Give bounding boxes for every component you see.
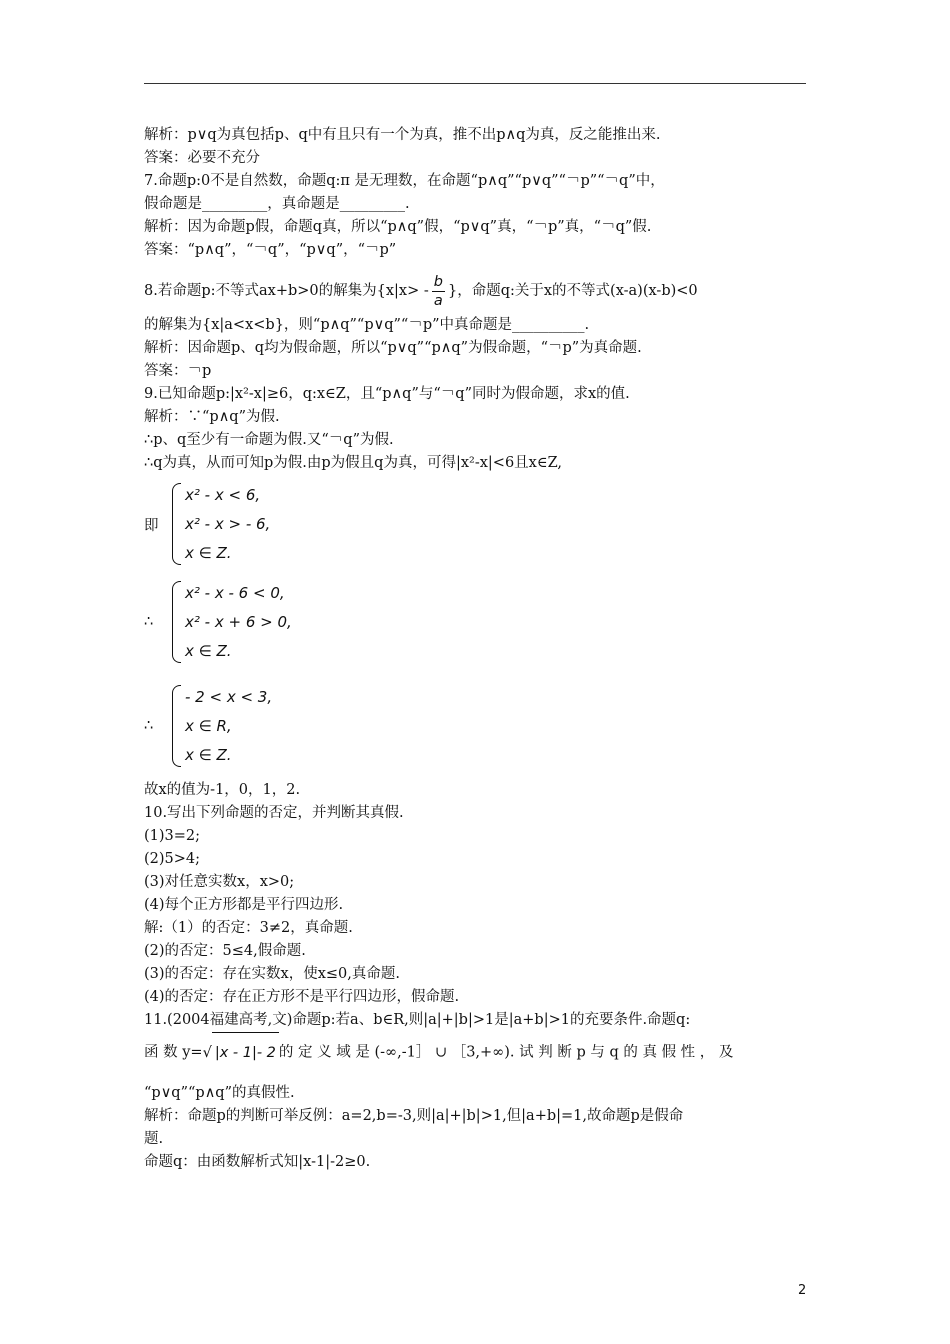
- system-row: x ∈ Z.: [185, 641, 232, 660]
- fraction-denominator: a: [433, 292, 443, 309]
- text-line: “p∨q”“p∧q”的真假性.: [144, 1085, 295, 1101]
- text-line: (2)的否定：5≤4,假命题.: [144, 943, 306, 959]
- q8-post: }，命题q:关于x的不等式(x-a)(x-b)<0: [447, 283, 698, 299]
- system-row: - 2 < x < 3,: [185, 687, 273, 706]
- text-line: 答案：必要不充分: [144, 150, 260, 166]
- q11-post: 的 定 义 域 是 (-∞,-1］ ∪ ［3,+∞). 试 判 断 p 与 q 的 真 假 性 ， 及: [278, 1044, 734, 1061]
- text-line: (3)的否定：存在实数x，使x≤0,真命题.: [144, 966, 400, 982]
- text-line: (2)5>4;: [144, 851, 201, 867]
- fraction-numerator: b: [433, 273, 443, 290]
- text-line: (4)的否定：存在正方形不是平行四边形，假命题.: [144, 989, 460, 1005]
- text-line: 答案：“p∧q”，“￢q”，“p∨q”，“￢p”: [144, 242, 397, 258]
- text-line: 假命题是_________，真命题是_________.: [144, 196, 410, 212]
- system-row: x² - x > - 6,: [185, 514, 271, 533]
- header-rule: [144, 83, 806, 84]
- text-line: 11.(2004福建高考,文)命题p:若a、b∈R,则|a|+|b|>1是|a+b|>1的充要条件.命题q:: [144, 1012, 691, 1028]
- text-line: 10.写出下列命题的否定，并判断其真假.: [144, 805, 404, 821]
- text-line: (1)3=2;: [144, 828, 201, 844]
- system-prefix: ∴: [144, 614, 154, 630]
- equation-system-1: [144, 477, 808, 571]
- text-line: 7.命题p:0不是自然数，命题q:π 是无理数，在命题“p∧q”“p∨q”“￢p”“￢q”中，: [144, 173, 665, 189]
- equation-system-3: [144, 679, 808, 773]
- system-row: x² - x < 6,: [185, 485, 261, 504]
- document-body: [144, 124, 808, 1174]
- system-row: x² - x + 6 > 0,: [185, 612, 292, 631]
- question-8-line: [144, 268, 808, 314]
- text-line: 题.: [144, 1131, 164, 1147]
- page-number: 2: [798, 1283, 807, 1298]
- left-brace: [172, 685, 181, 767]
- text-line: 故x的值为-1，0，1，2.: [144, 782, 301, 798]
- text-line: 命题q：由函数解析式知|x-1|-2≥0.: [144, 1154, 371, 1170]
- text-line: ∴q为真，从而可知p为假.由p为假且q为真，可得|x²-x|<6且x∈Z,: [144, 455, 563, 471]
- fraction-b-over-a: [432, 273, 445, 310]
- text-line: 解:（1）的否定：3≠2，真命题.: [144, 920, 353, 936]
- system-row: x ∈ Z.: [185, 745, 232, 764]
- system-row: x² - x - 6 < 0,: [185, 583, 285, 602]
- text-line: (4)每个正方形都是平行四边形.: [144, 897, 344, 913]
- equation-system-2: [144, 575, 808, 669]
- text-line: 的解集为{x|a<x<b}，则“p∧q”“p∨q”“￢p”中真命题是__________.: [144, 317, 590, 333]
- text-line: 解析：因命题p、q均为假命题，所以“p∨q”“p∧q”为假命题，“￢p”为真命题.: [144, 340, 642, 356]
- text-line: 解析：命题p的判断可举反例：a=2,b=-3,则|a|+|b|>1,但|a+b|=1,故命题p是假命: [144, 1108, 684, 1124]
- square-root: [203, 1032, 279, 1073]
- radicand: |x - 1|- 2: [212, 1032, 279, 1073]
- text-line: 解析：∵“p∧q”为假.: [144, 409, 280, 425]
- question-11-line: [144, 1032, 808, 1072]
- text-line: 解析：p∨q为真包括p、q中有且只有一个为真，推不出p∧q为真，反之能推出来.: [144, 127, 661, 143]
- system-row: x ∈ R,: [185, 716, 232, 735]
- text-line: ∴p、q至少有一命题为假.又“￢q”为假.: [144, 432, 394, 448]
- radical-sign: √: [202, 1045, 212, 1061]
- system-row: x ∈ Z.: [185, 543, 232, 562]
- left-brace: [172, 581, 181, 663]
- text-line: 解析：因为命题p假，命题q真，所以“p∧q”假，“p∨q”真，“￢p”真，“￢q”假.: [144, 219, 652, 235]
- text-line: 9.已知命题p:|x²-x|≥6，q:x∈Z，且“p∧q”与“￢q”同时为假命题，求x的值.: [144, 386, 630, 402]
- left-brace: [172, 483, 181, 565]
- text-line: 答案：￢p: [144, 363, 212, 379]
- q8-pre: 8.若命题p:不等式ax+b>0的解集为{x|x> -: [144, 283, 429, 299]
- q11-pre: 函 数 y=: [144, 1044, 203, 1061]
- system-prefix: 即: [144, 517, 159, 534]
- text-line: (3)对任意实数x，x>0;: [144, 874, 295, 890]
- system-prefix: ∴: [144, 718, 154, 734]
